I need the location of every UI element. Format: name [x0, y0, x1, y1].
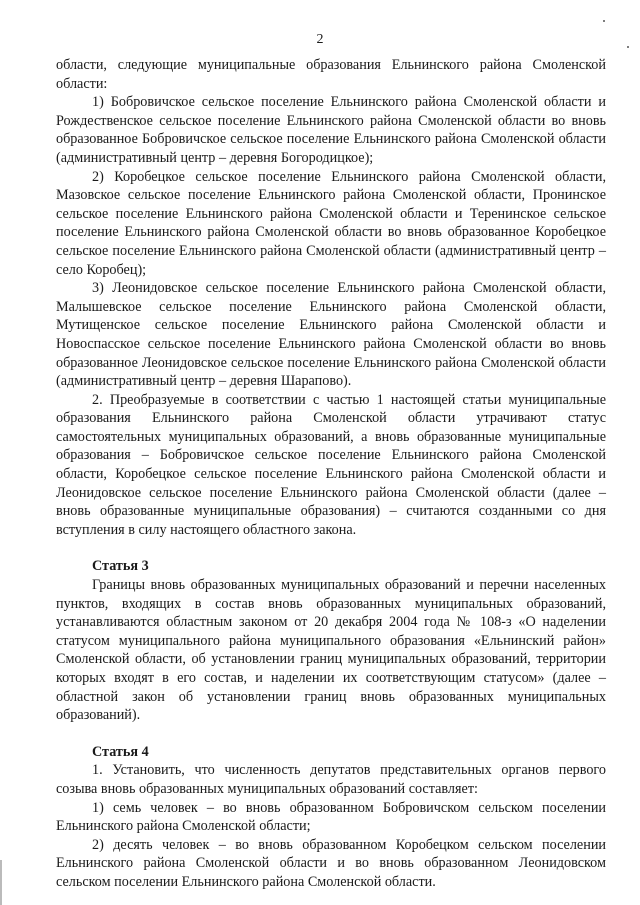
page-number: 2: [316, 32, 324, 47]
article-4-item-2: 2) десять человек – во вновь образованном Коробецком сельском поселении Ельнинского района Смоленской области и во вновь образованном Леонидовском сельском поселении Ельнинского района Смоленской области.: [56, 836, 606, 890]
article-3-text: Границы вновь образованных муниципальных образований и перечни населенных пунктов, входящих в состав вновь образованных муниципальных образований, устанавливаются областным законом от 20 декабря 2004 года № 108-з «О наделении статусом муниципального района муниципального образования «Ельнинский район» Смоленской области, об установлении границ муниципальных образований, территории которых входят в его состав, и наделении их соответствующим статусом» (далее – областной закон об установлении границ вновь образованных муниципальных образований).: [56, 577, 606, 724]
document-body: [56, 56, 606, 892]
scan-speck: [627, 46, 629, 48]
list-item-3: 3) Леонидовское сельское поселение Ельнинского района Смоленской области, Малышевское сельское поселение Ельнинского района Смоленской области, Мутищенское сельское поселение Ельнинского района Смоленской области и Новоспасское сельское поселение Ельнинского района Смоленской области во вновь образованное Леонидовское сельское поселение Ельнинского района Смоленской области (административный центр – деревня Шарапово).: [56, 280, 606, 390]
scan-speck: [603, 20, 605, 22]
clause-2: 2. Преобразуемые в соответствии с частью 1 настоящей статьи муниципальные образования Ельнинского района Смоленской области утрачивают статус самостоятельных муниципальных образований, а вновь образованные муниципальные образования – Бобровичское сельское поселение Ельнинского района Смоленской области, Коробецкое сельское поселение Ельнинского района Смоленской области и Леонидовское сельское поселение Ельнинского района Смоленской области (далее – вновь образованные муниципальные образования) – считаются созданными со дня вступления в силу настоящего областного закона.: [56, 391, 606, 538]
list-item-1: 1) Бобровичское сельское поселение Ельнинского района Смоленской области и Рождественское сельское поселение Ельнинского района Смоленской области во вновь образованное Бобровичское сельское поселение Ельнинского района Смоленской области (административный центр – деревня Богородицкое);: [56, 94, 606, 166]
article-4-heading: Статья 4: [92, 743, 149, 760]
article-3-heading: Статья 3: [92, 558, 149, 575]
list-item-2: 2) Коробецкое сельское поселение Ельнинского района Смоленской области, Мазовское сельское поселение Ельнинского района Смоленской области, Пронинское сельское поселение Ельнинского района Смоленской области и Теренинское сельское поселение Ельнинского района Смоленской области во вновь образованное Коробецкое сельское поселение Ельнинского района Смоленской области (административный центр – село Коробец);: [56, 168, 606, 278]
article-4-clause-1: 1. Установить, что численность депутатов представительных органов первого созыва вновь образованных муниципальных образований составляет:: [56, 762, 606, 797]
article-4-item-1: 1) семь человек – во вновь образованном Бобровичском сельском поселении Ельнинского района Смоленской области;: [56, 799, 606, 835]
paragraph-continuation: области, следующие муниципальные образования Ельнинского района Смоленской области:: [56, 57, 606, 92]
scan-edge-shadow: [0, 860, 2, 905]
